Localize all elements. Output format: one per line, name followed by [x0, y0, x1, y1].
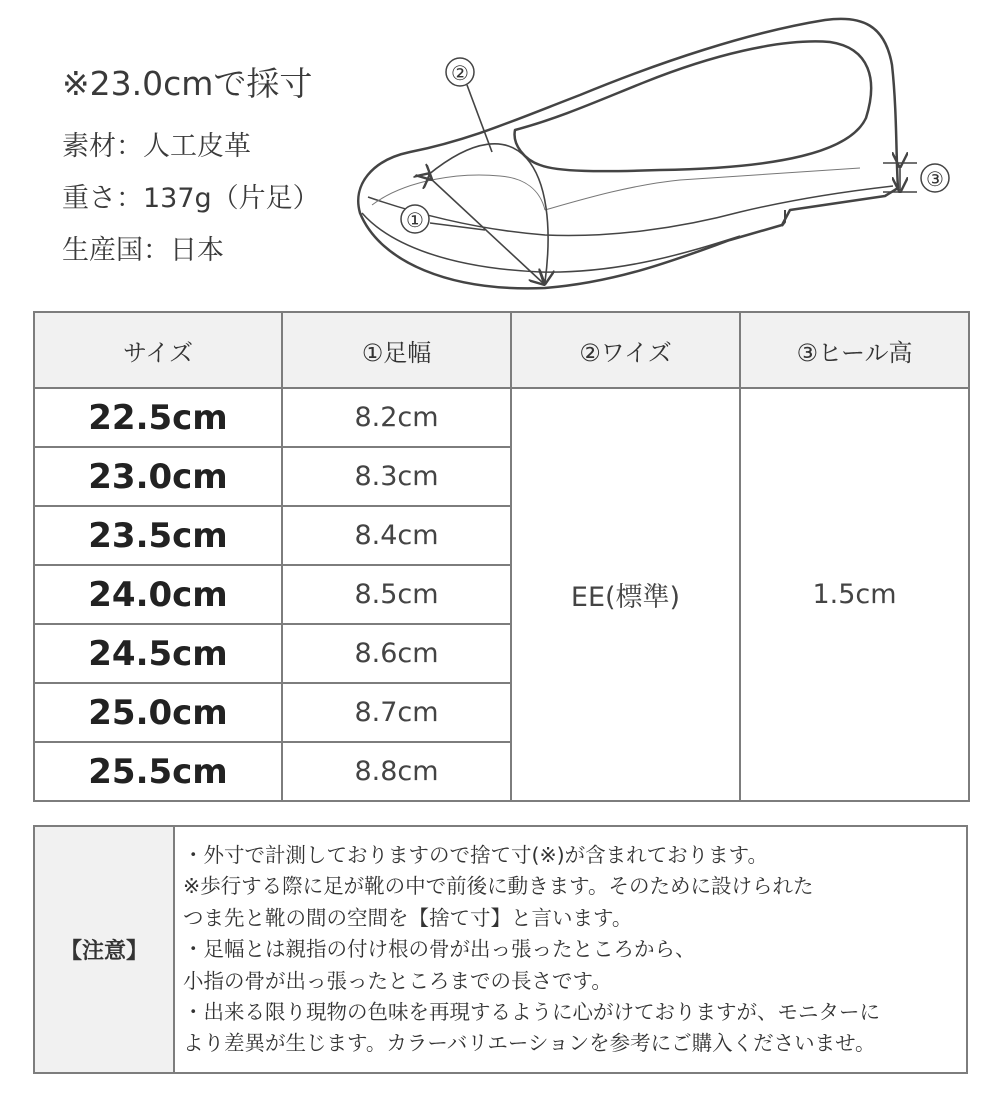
table-header-row	[34, 312, 969, 388]
size-cell: 25.0cm	[34, 683, 282, 742]
heel-cell: 1.5cm	[740, 388, 969, 801]
shoe-diagram	[340, 10, 980, 310]
width-cell: 8.3cm	[282, 447, 511, 506]
size-cell: 22.5cm	[34, 388, 282, 447]
note-line: つま先と靴の間の空間を【捨て寸】と言います。	[183, 905, 633, 930]
width-cell: 8.2cm	[282, 388, 511, 447]
width-cell: 8.6cm	[282, 624, 511, 683]
header-foot-width: ①足幅	[282, 312, 511, 388]
size-table	[33, 311, 970, 802]
note-line: ・外寸で計測しておりますので捨て寸(※)が含まれております。	[183, 843, 769, 867]
shoe-outline	[358, 19, 898, 289]
width-cell: 8.5cm	[282, 565, 511, 624]
header-heel-height: ③ヒール高	[740, 312, 969, 388]
notes-label: 【注意】	[34, 826, 174, 1073]
size-cell: 25.5cm	[34, 742, 282, 801]
note-line: ・出来る限り現物の色味を再現するように心がけておりますが、モニターに	[183, 1000, 880, 1025]
header-wise: ②ワイズ	[511, 312, 740, 388]
notes-table	[33, 825, 968, 1074]
origin-line: 生産国：日本	[62, 235, 224, 266]
measurement-lines	[428, 85, 917, 283]
size-cell: 24.5cm	[34, 624, 282, 683]
size-cell: 23.0cm	[34, 447, 282, 506]
wise-cell: EE(標準)	[511, 388, 740, 801]
table-row	[34, 388, 969, 447]
notes-body	[174, 826, 967, 1073]
measure-note: ※23.0cmで採寸	[62, 64, 313, 103]
material-line: 素材：人工皮革	[62, 131, 251, 162]
size-cell: 24.0cm	[34, 565, 282, 624]
size-cell: 23.5cm	[34, 506, 282, 565]
label-2: ②	[451, 61, 469, 85]
note-line: ※歩行する際に足が靴の中で前後に動きます。そのために設けられた	[183, 874, 814, 899]
width-cell: 8.7cm	[282, 683, 511, 742]
note-line: 小指の骨が出っ張ったところまでの長さです。	[183, 968, 612, 993]
width-cell: 8.4cm	[282, 506, 511, 565]
header-size: サイズ	[34, 312, 282, 388]
weight-line: 重さ：137g（片足）	[62, 183, 320, 214]
note-line: ・足幅とは親指の付け根の骨が出っ張ったところから、	[183, 937, 696, 962]
note-line: より差異が生じます。カラーバリエーションを参考にご購入くださいませ。	[183, 1031, 876, 1056]
label-1: ①	[406, 208, 424, 232]
width-cell: 8.8cm	[282, 742, 511, 801]
label-3: ③	[926, 167, 944, 191]
toe-inner-outline	[372, 168, 860, 210]
